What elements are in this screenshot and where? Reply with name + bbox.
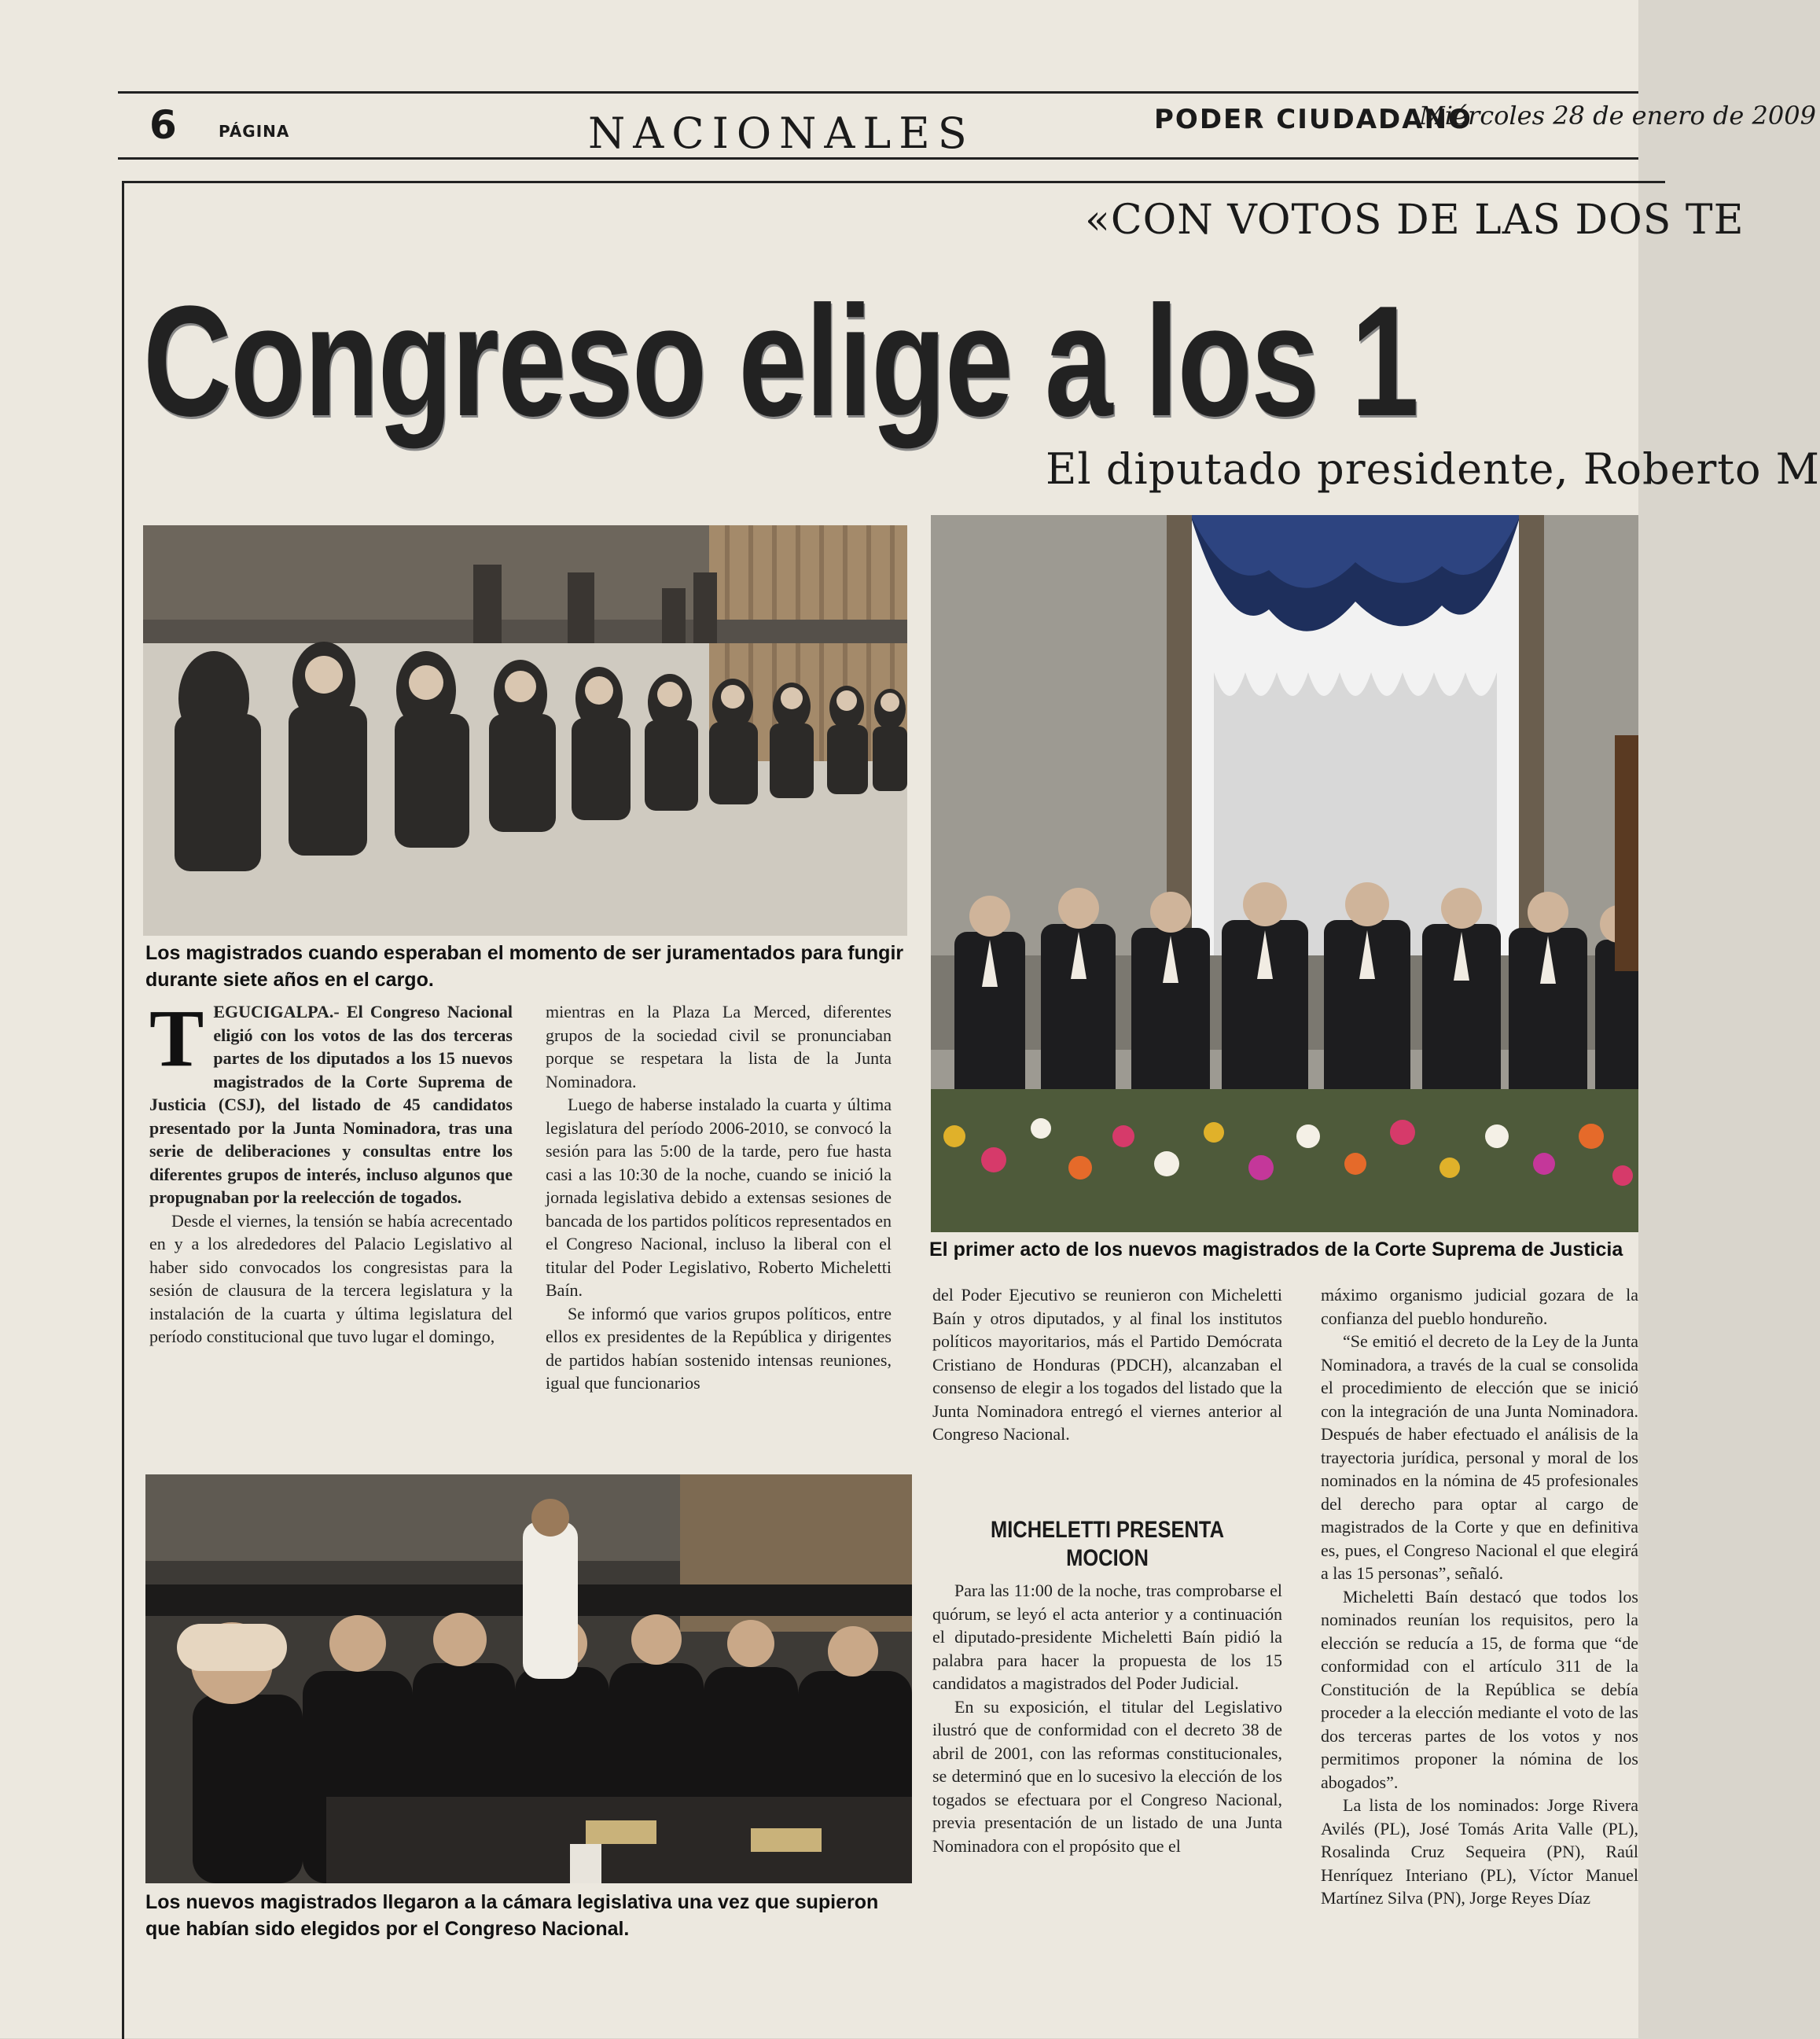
page-label: PÁGINA xyxy=(219,122,290,141)
header-top-rule xyxy=(118,91,1638,94)
body-column-3b xyxy=(932,1579,1282,1857)
section-title: NACIONALES xyxy=(588,109,975,158)
body-paragraph: Micheletti Baín destacó que todos los nominados reunían los requisitos, pero la elección se reducía a 15, de forma que “de conformidad con el artículo 311 de la Constitución de la República se debía proceder a la elección mediante el voto de las dos terceras partes de los votos y nos permitimos proponer la nómina de los abogados”. xyxy=(1321,1586,1638,1792)
body-paragraph: Se informó que varios grupos políticos, entre ellos ex presidentes de la República y dirigentes de partidos habían sostenido intensas reuniones, igual que funcionarios xyxy=(546,1303,892,1393)
body-paragraph: “Se emitió el decreto de la Ley de la Junta Nominadora, a través de la cual se consolida el procedimiento de elección que se inició con la integración de una Junta Nominadora. Después de haber efectuado el análisis de la trayectoria jurídica, personal y moral de los nominados en la nómina de 45 profesionales del derecho para optar al cargo de magistrados de la Corte y que en definitiva es, pues, el Congreso Nacional el que elegirá a las 15 personas”, señaló. xyxy=(1321,1331,1638,1583)
body-paragraph: mientras en la Plaza La Merced, diferentes grupos de la sociedad civil se pronunciaban porque se respetara la lista de la Junta Nominadora. xyxy=(546,1002,892,1091)
lede-paragraph xyxy=(149,993,513,1209)
photo3-caption: Los nuevos magistrados llegaron a la cámara legislativa una vez que supieron que habían sido elegidos por el Congreso Nacional. xyxy=(145,1891,879,1940)
section-subheading: MICHELETTI PRESENTA MOCION xyxy=(990,1517,1225,1571)
body-paragraph: del Poder Ejecutivo se reunieron con Micheletti Baín y otros diputados, y al final los institutos políticos mayoritarios, más el Partido Demócrata Cristiano de Honduras (PDCH), alcanzaban el consenso de elegir a los togados del listado que la Junta Nominadora entregó el viernes anterior al Congreso Nacional. xyxy=(932,1285,1282,1444)
lede-text: EGUCIGALPA.- El Congreso Nacional eligió con los votos de las dos terceras partes de los diputados a los 15 nuevos magistrados de la Corte Suprema de Justicia (CSJ), del listado de 45 candidatos presentado por la Junta Nominadora, tras una serie de deliberaciones y consultas entre los diferentes grupos de interés, incluso algunos que propugnaban por la reelección de togados. xyxy=(149,1002,513,1207)
issue-date: Miércoles 28 de enero de 2009 xyxy=(1419,101,1816,131)
body-paragraph: En su exposición, el titular del Legislativo ilustró que de conformidad con el decreto 38 de abril de 2001, con las reformas constitucionales, se determinó que en lo sucesivo la elección de los togados se efectuara por el Congreso Nacional, previa presentación de un listado de una Junta Nominadora con el propósito que el xyxy=(932,1696,1282,1856)
article-subheadline: El diputado presidente, Roberto M xyxy=(1046,444,1820,494)
body-column-2 xyxy=(546,1000,892,1395)
body-column-3 xyxy=(932,1283,1282,1446)
photo-congress-chamber xyxy=(145,1474,912,1883)
body-column-4 xyxy=(1321,1283,1638,1910)
body-paragraph: Desde el viernes, la tensión se había acrecentado en y a los alrededores del Palacio Legislativo al haber sido convocados los congresistas para la sesión de clausura de la tercera legislatura y la instalación de la cuarta y última legislatura del período constitucional que tuvo lugar el domingo, xyxy=(149,1210,513,1346)
photo2-caption: El primer acto de los nuevos magistrados de la Corte Suprema de Justicia xyxy=(929,1238,1623,1261)
body-paragraph: máximo organismo judicial gozara de la confianza del pueblo hondureño. xyxy=(1321,1285,1638,1328)
body-column-1 xyxy=(149,993,513,1349)
photo-magistrates-stage xyxy=(931,515,1638,1232)
photo1-caption: Los magistrados cuando esperaban el momento de ser juramentados para fungir durante siete años en el cargo. xyxy=(145,942,904,991)
article-headline: Congreso elige a los 1 xyxy=(143,274,1418,449)
body-paragraph: Para las 11:00 de la noche, tras comprobarse el quórum, se leyó el acta anterior y a continuación el diputado-presidente Micheletti Baín pidió la palabra para hacer la propuesta de los 15 candidatos a magistrados del Poder Judicial. xyxy=(932,1581,1282,1693)
photo-magistrates-waiting xyxy=(143,525,907,936)
drop-cap: T xyxy=(149,993,204,1084)
body-paragraph: La lista de los nominados: Jorge Rivera Avilés (PL), José Tomás Arita Valle (PL), Rosalinda Cruz Sequeira (PN), Raúl Henríquez Interiano (PL), Víctor Manuel Martínez Silva (PN), Jorge Reyes Díaz xyxy=(1321,1795,1638,1908)
page-number: 6 xyxy=(149,102,177,148)
article-kicker: «CON VOTOS DE LAS DOS TE xyxy=(1085,197,1745,244)
body-paragraph: Luego de haberse instalado la cuarta y última legislatura del período 2006-2010, se convocó la sesión para las 5:00 de la tarde, pero fue hasta casi a las 10:30 de la noche, cuando se inició la jornada legislativa debido a extensas sesiones de bancada de los partidos políticos representados en el Congreso Nacional, incluso la liberal con el titular del Poder Legislativo, Roberto Micheletti Baín. xyxy=(546,1095,892,1300)
newspaper-name: PODER CIUDADANO xyxy=(1154,104,1473,135)
